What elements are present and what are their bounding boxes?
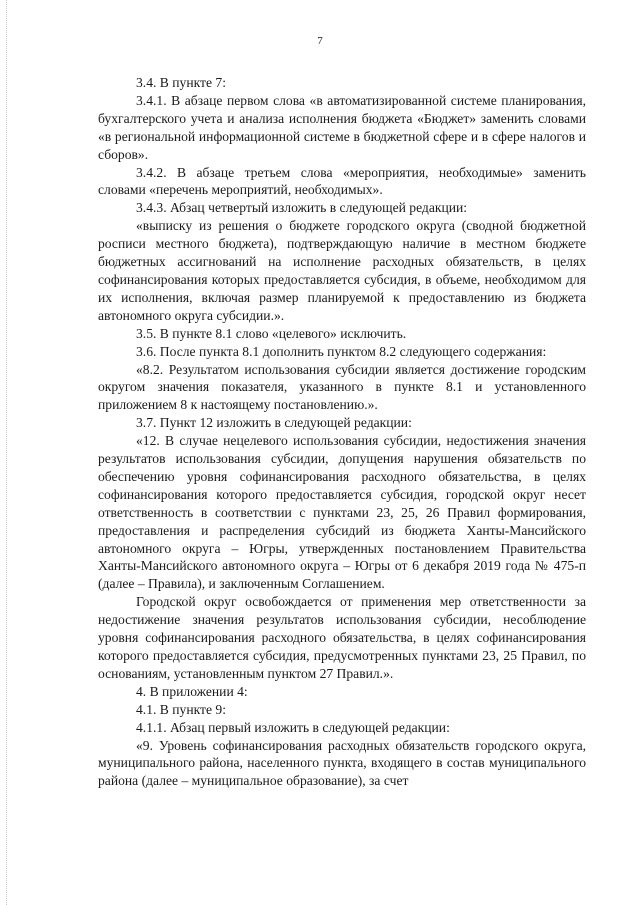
paragraph-3-4: 3.4. В пункте 7: [136,75,226,90]
paragraph-3-6: 3.6. После пункта 8.1 дополнить пунктом 8.2 следующего содержания: [136,343,547,359]
paragraph-3-7: 3.7. Пункт 12 изложить в следующей редакции: [136,415,412,431]
paragraph-4-1: 4.1. В пункте 9: [136,701,226,717]
paragraph-3-4-3: 3.4.3. Абзац четвертый изложить в следующей редакции: [136,200,468,216]
paragraph-3-4-2: 3.4.2. В абзаце третьем слова «мероприятия, необходимые» заменить словами «перечень мероприятий, необходимых». [98,164,586,198]
paragraph-quote-12: «12. В случае нецелевого использования субсидии, недостижения значения результатов использования субсидии, допущения нарушения обязательств по обеспечению уровня софинансирования расходного обязательства, в целях софинансирования которого предоставляется субсидия, городской округ несет ответственность в соответствии с пунктами 23, 25, 26 Правил формирования, предоставления и распределения субсидий из бюджета Ханты-Мансийского автономного округа – Югры, утвержденных постановлением Правительства Ханты-Мансийского автономного округа – Югры от 6 декабря 2019 года № 475-п (далее – Правила), и заключенным Соглашением. [98,433,586,592]
paragraph-quote-9: «9. Уровень софинансирования расходных обязательств городского округа, муниципального района, населенного пункта, входящего в состав муниципального района (далее – муниципальное образование), за счет [98,737,586,789]
paragraph-quote-8-2: «8.2. Результатом использования субсидии является достижение городским округом значения показателя, указанного в пункте 8.1 и установленного приложением 8 к настоящему постановлению.». [98,361,586,413]
paragraph-liability-exemption: Городской округ освобождается от применения мер ответственности за недостижение значения результатов использования субсидии, несоблюдение уровня софинансирования расходного обязательства, в целях софинансирования которого предоставляется субсидия, предусмотренных пунктами 23, 25 Правил, по основаниям, установленным пунктом 27 Правил.». [98,594,586,681]
binding-margin-line [6,0,7,905]
paragraph-3-5: 3.5. В пункте 8.1 слово «целевого» исключить. [136,325,407,341]
paragraph-4: 4. В приложении 4: [136,683,248,699]
document-body [98,74,586,790]
page-number: 7 [317,35,323,47]
paragraph-4-1-1: 4.1.1. Абзац первый изложить в следующей редакции: [136,719,450,735]
paragraph-quote-vypisku: «выписку из решения о бюджете городского округа (сводной бюджетной росписи местного бюджета), подтверждающую наличие в местном бюджете бюджетных ассигнований на исполнение расходных обязательств, в целях софинансирования которых предоставляется субсидия, в объеме, необходимом для их исполнения, включая размер планируемой к предоставлению из бюджета автономного округа субсидии.». [98,218,586,323]
paragraph-3-4-1: 3.4.1. В абзаце первом слова «в автоматизированной системе планирования, бухгалтерского учета и анализа исполнения бюджета «Бюджет» заменить словами «в региональной информационной системе в бюджетной сфере и в сфере налогов и сборов». [98,92,586,162]
